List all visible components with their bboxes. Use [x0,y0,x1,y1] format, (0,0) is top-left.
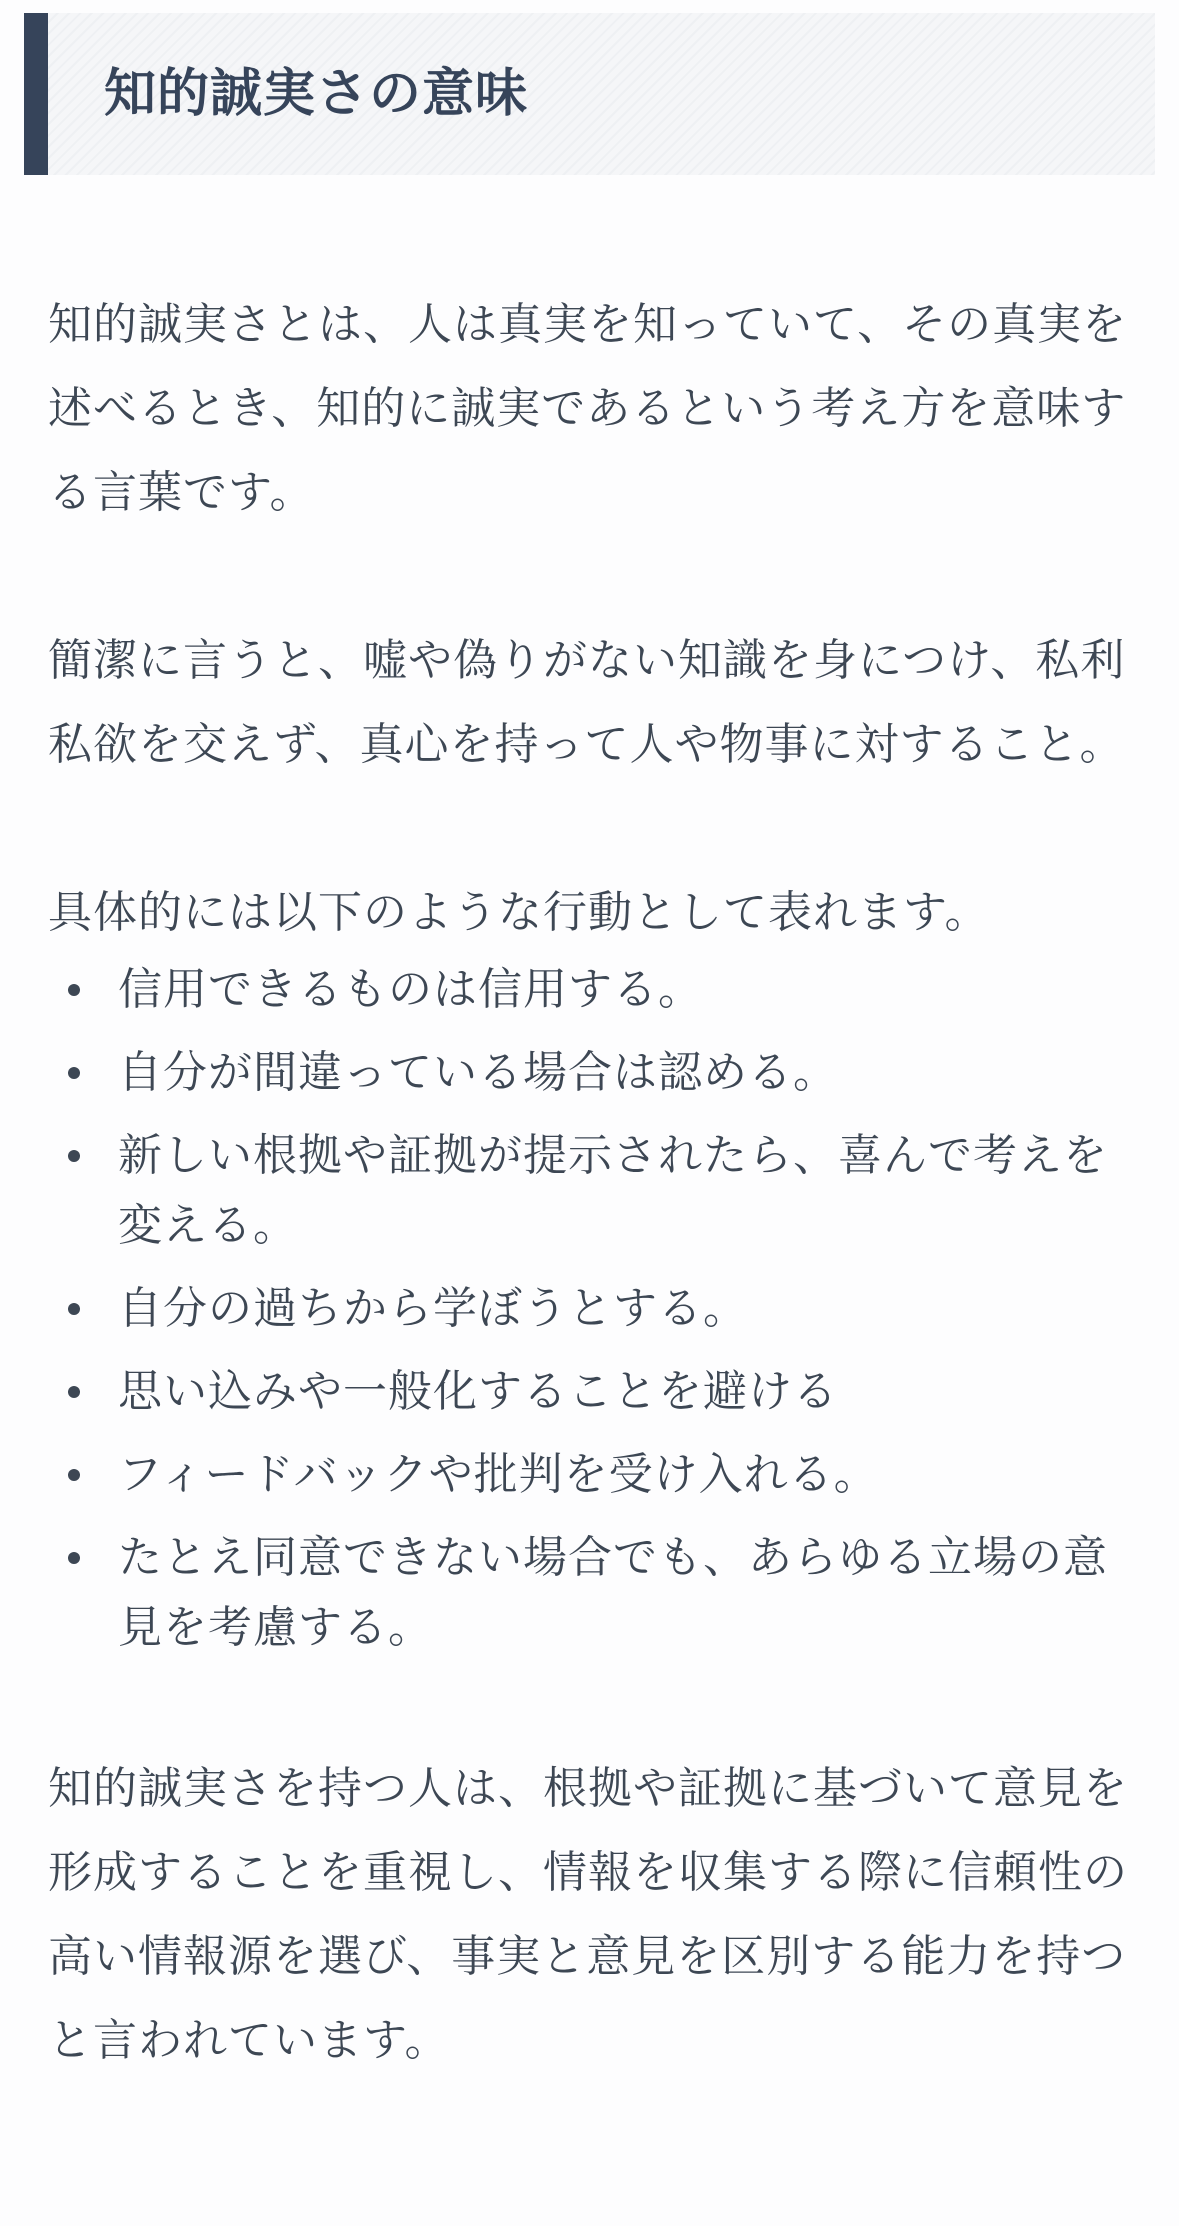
intro-paragraph: 知的誠実さとは、人は真実を知っていて、その真実を述べるとき、知的に誠実であるという考え方を意味する言葉です。 [48,299,1128,518]
list-item-text: 新しい根拠や証拠が提示されたら、喜んで考えを変える。 [118,1130,1108,1251]
list-item [48,955,1138,1025]
section-heading [24,13,1155,175]
article-body [48,283,1138,2083]
bullet-dot-icon [68,1150,80,1162]
list-item [48,1038,1138,1108]
list-item-text: 思い込みや一般化することを避ける [118,1366,838,1417]
list-item-text: 自分が間違っている場合は認める。 [118,1047,838,1098]
summary-paragraph: 簡潔に言うと、嘘や偽りがない知識を身につけ、私利私欲を交えず、真心を持って人や物事に対すること。 [48,635,1126,770]
list-item-text: たとえ同意できない場合でも、あらゆる立場の意見を考慮する。 [118,1532,1108,1653]
conclusion-paragraph: 知的誠実さを持つ人は、根拠や証拠に基づいて意見を形成することを重視し、情報を収集する際に信頼性の高い情報源を選び、事実と意見を区別する能力を持つと言われています。 [48,1763,1128,2066]
bullet-dot-icon [68,984,80,996]
bullet-dot-icon [68,1386,80,1398]
list-item [48,1274,1138,1344]
section-heading-title: 知的誠実さの意味 [104,64,529,124]
list-item [48,1523,1138,1663]
list-item-text: 信用できるものは信用する。 [118,964,703,1015]
list-item [48,1357,1138,1427]
bullet-dot-icon [68,1067,80,1079]
bullet-dot-icon [68,1469,80,1481]
list-item [48,1121,1138,1261]
bullet-dot-icon [68,1303,80,1315]
list-item [48,1440,1138,1510]
list-lead-paragraph: 具体的には以下のような行動として表れます。 [48,887,990,938]
list-item-text: フィードバックや批判を受け入れる。 [118,1449,879,1500]
bullet-dot-icon [68,1552,80,1564]
behavior-list [48,955,1138,1663]
list-item-text: 自分の過ちから学ぼうとする。 [118,1283,748,1334]
